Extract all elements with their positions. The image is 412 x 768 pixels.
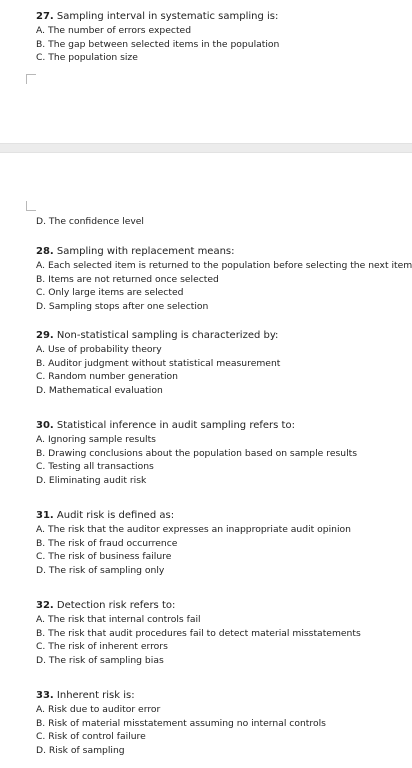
page-corner-mark [26,201,36,211]
question-title [36,10,408,24]
option-a: A. Ignoring sample results [36,434,156,445]
option-a: A. Risk due to auditor error [36,704,161,715]
question-title [36,509,408,523]
option-c: C. Risk of control failure [36,731,146,743]
question-number: 27. [36,11,54,22]
option-b: B. Items are not returned once selected [36,273,219,285]
question-text: Statistical inference in audit sampling refers to: [56,420,295,431]
option-a: A. Use of probability theory [36,344,162,355]
question-31 [36,509,408,577]
option-d: D. Risk of sampling [36,744,125,756]
option-c: C. Random number generation [36,371,178,383]
option-c: C. The risk of business failure [36,551,172,563]
option-d: D. Eliminating audit risk [36,474,147,486]
question-number: 29. [36,330,54,341]
option-a: A. The risk that the auditor expresses an inappropriate audit opinion [36,524,351,535]
option-b: B. Auditor judgment without statistical measurement [36,357,281,369]
question-title [36,689,408,703]
question-text: Detection risk refers to: [56,600,176,611]
question-text: Inherent risk is: [56,690,135,701]
option-c: C. The risk of inherent errors [36,641,168,653]
document-page-bottom [0,153,412,768]
question-text: Non-statistical sampling is characterized by: [56,330,279,341]
option-c: C. Only large items are selected [36,287,184,299]
option-d: D. The confidence level [36,216,144,227]
option-a: A. Each selected item is returned to the population before selecting the next item [36,260,412,271]
page-corner-mark [26,74,36,84]
option-c: C. Testing all transactions [36,461,154,473]
question-33 [36,689,408,757]
option-a: A. The number of errors expected [36,25,192,36]
option-b: B. The risk of fraud occurrence [36,537,178,549]
question-title [36,419,408,433]
option-d: D. The risk of sampling only [36,564,165,576]
question-29 [36,329,408,397]
question-title [36,245,408,259]
option-d: D. The risk of sampling bias [36,654,164,666]
question-text: Sampling with replacement means: [56,246,235,257]
option-b: B. The risk that audit procedures fail to detect material misstatements [36,627,361,639]
option-a: A. The risk that internal controls fail [36,614,201,625]
question-number: 33. [36,690,54,701]
question-number: 28. [36,246,54,257]
question-27-continued [36,215,408,229]
question-30 [36,419,408,487]
question-number: 30. [36,420,54,431]
question-text: Sampling interval in systematic sampling is: [56,11,279,22]
option-c: C. The population size [36,52,138,64]
page-break [0,143,412,153]
option-b: B. Drawing conclusions about the population based on sample results [36,447,358,459]
question-number: 32. [36,600,54,611]
question-title [36,599,408,613]
question-32 [36,599,408,667]
document-page-top [0,0,412,143]
question-28 [36,245,412,313]
question-title [36,329,408,343]
option-b: B. The gap between selected items in the population [36,38,280,50]
option-d: D. Sampling stops after one selection [36,300,209,312]
option-b: B. Risk of material misstatement assuming no internal controls [36,717,326,729]
question-27 [36,10,408,65]
question-text: Audit risk is defined as: [56,510,175,521]
question-number: 31. [36,510,54,521]
option-d: D. Mathematical evaluation [36,384,163,396]
